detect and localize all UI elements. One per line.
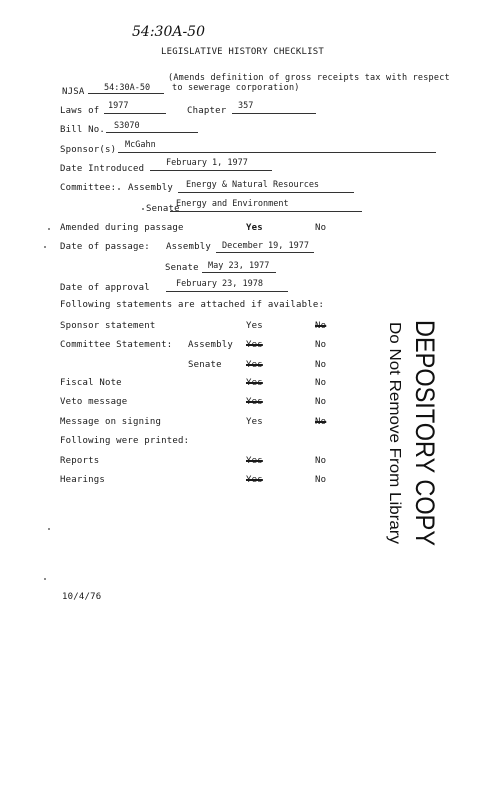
amended-label: Amended during passage — [60, 223, 184, 233]
fiscal-note-label: Fiscal Note — [60, 378, 122, 388]
amended-yes: Yes — [246, 223, 263, 233]
committee-statement-assembly-yes: Yes — [246, 340, 263, 350]
date-introduced-label: Date Introduced — [60, 164, 145, 174]
committee-statement-label: Committee Statement: — [60, 340, 173, 350]
hearings-label: Hearings — [60, 475, 105, 485]
committee-senate-label: Senate — [146, 204, 180, 214]
approval-label: Date of approval — [60, 283, 150, 293]
laws-of-value: 1977 — [108, 101, 129, 111]
veto-message-no: No — [315, 397, 327, 407]
margin-mark-2 — [44, 246, 46, 248]
committee-assembly-label: Assembly — [128, 183, 173, 193]
passage-assembly-label: Assembly — [166, 242, 211, 252]
scan-mark — [44, 578, 46, 580]
hearings-yes: Yes — [246, 475, 263, 485]
bill-no-underline — [106, 132, 198, 133]
sponsors-value: McGahn — [125, 140, 156, 150]
committee-mark — [118, 188, 120, 190]
approval-value: February 23, 1978 — [176, 279, 263, 289]
stamp-line2: Do Not Remove From Library — [386, 322, 403, 531]
laws-of-underline — [104, 113, 166, 114]
bill-no-value: S3070 — [114, 121, 140, 131]
passage-label: Date of passage: — [60, 242, 150, 252]
sponsor-statement-label: Sponsor statement — [60, 321, 156, 331]
approval-underline — [166, 291, 288, 292]
bill-no-label: Bill No. — [60, 125, 105, 135]
njsa-underline — [88, 93, 164, 94]
committee-label: Committee: — [60, 183, 117, 193]
chapter-value: 357 — [238, 101, 254, 111]
fiscal-note-yes: Yes — [246, 378, 263, 388]
printed-heading: Following were printed: — [60, 436, 190, 446]
committee-assembly-value: Energy & Natural Resources — [186, 180, 320, 190]
committee-senate-value: Energy and Environment — [176, 199, 289, 209]
sponsors-underline — [118, 152, 436, 153]
handwritten-code: 54:30A-50 — [132, 24, 206, 40]
veto-message-label: Veto message — [60, 397, 128, 407]
njsa-amends-line1: (Amends definition of gross receipts tax with respect — [168, 73, 450, 83]
committee-senate-underline — [170, 211, 362, 212]
margin-mark — [48, 228, 50, 230]
committee-senate-mark — [142, 208, 144, 210]
veto-message-yes: Yes — [246, 397, 263, 407]
scan-mark — [48, 528, 50, 530]
laws-of-label: Laws of — [60, 106, 100, 116]
passage-senate-label: Senate — [165, 263, 199, 273]
passage-senate-underline — [202, 272, 276, 273]
committee-statement-assembly-label: Assembly — [188, 340, 233, 350]
committee-assembly-underline — [178, 192, 354, 193]
reports-yes: Yes — [246, 456, 263, 466]
chapter-underline — [232, 113, 316, 114]
depository-stamp — [384, 318, 474, 548]
njsa-value: 54:30A-50 — [104, 83, 151, 93]
chapter-label: Chapter — [187, 106, 227, 116]
njsa-amends-line2: to sewerage corporation) — [172, 83, 300, 93]
message-on-signing-no: No — [315, 417, 327, 427]
stamp-line1: DEPOSITORY COPY — [410, 320, 440, 548]
reports-label: Reports — [60, 456, 100, 466]
message-on-signing-yes: Yes — [246, 417, 263, 427]
passage-senate-value: May 23, 1977 — [208, 261, 270, 271]
hearings-no: No — [315, 475, 327, 485]
date-introduced-value: February 1, 1977 — [166, 158, 248, 168]
passage-assembly-underline — [216, 252, 314, 253]
attached-heading: Following statements are attached if available: — [60, 300, 325, 310]
sponsor-statement-no: No — [315, 321, 327, 331]
committee-statement-senate-label: Senate — [188, 360, 222, 370]
committee-statement-senate-no: No — [315, 360, 327, 370]
committee-statement-senate-yes: Yes — [246, 360, 263, 370]
passage-assembly-value: December 19, 1977 — [222, 241, 309, 251]
committee-statement-assembly-no: No — [315, 340, 327, 350]
amended-no: No — [315, 223, 327, 233]
sponsor-statement-yes: Yes — [246, 321, 263, 331]
sponsors-label: Sponsor(s) — [60, 145, 117, 155]
reports-no: No — [315, 456, 327, 466]
date-introduced-underline — [150, 170, 272, 171]
footer-date: 10/4/76 — [62, 592, 102, 602]
document-title: LEGISLATIVE HISTORY CHECKLIST — [161, 47, 324, 57]
message-on-signing-label: Message on signing — [60, 417, 162, 427]
fiscal-note-no: No — [315, 378, 327, 388]
njsa-label: NJSA — [62, 87, 85, 97]
